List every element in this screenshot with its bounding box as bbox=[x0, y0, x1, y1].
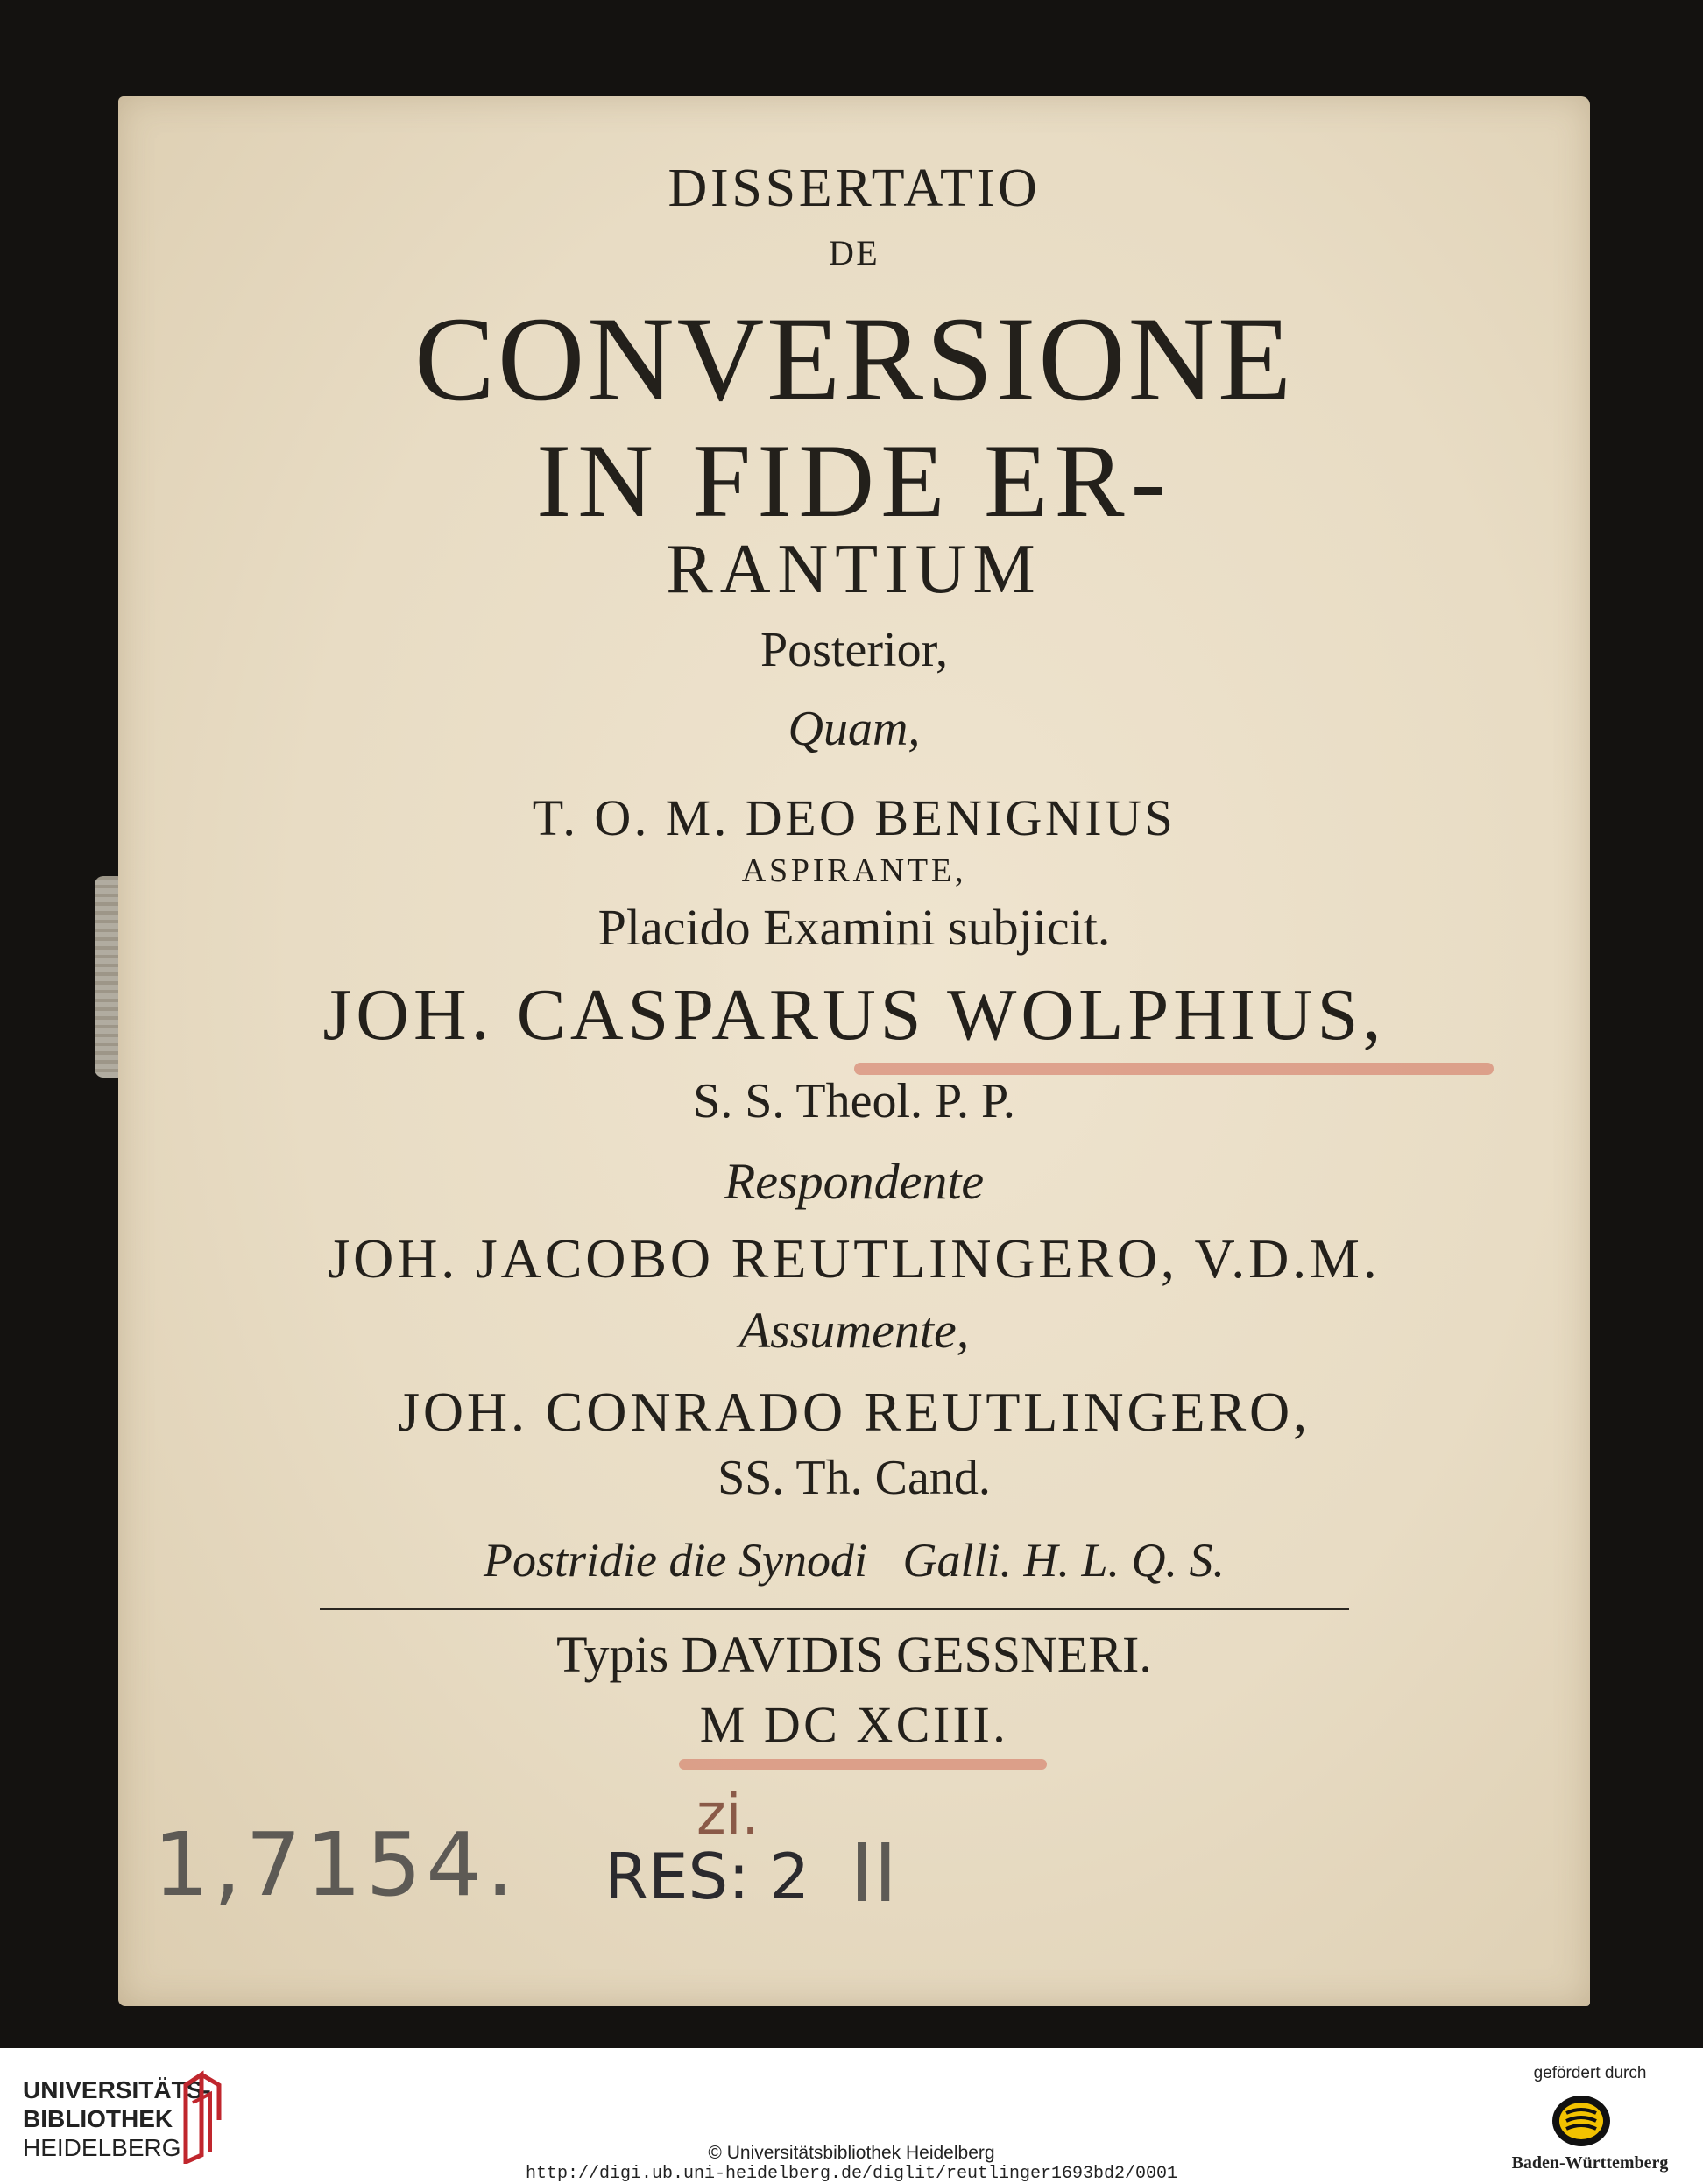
logo-line-3: HEIDELBERG bbox=[23, 2134, 181, 2161]
handwritten-res: RES: 2 bbox=[604, 1840, 810, 1913]
posterior-text: Posterior, bbox=[760, 623, 948, 677]
respondent-name: JOH. JACOBO REUTLINGERO, V.D.M. bbox=[328, 1227, 1381, 1290]
heading-de: DE bbox=[828, 233, 880, 272]
handwritten-roman: II bbox=[850, 1827, 898, 1920]
logo-line-1: UNIVERSITÄTS- bbox=[23, 2076, 211, 2103]
divider-rule bbox=[320, 1608, 1349, 1610]
year-line: M DC XCIII. bbox=[699, 1696, 1009, 1753]
respondente-text: Respondente bbox=[724, 1153, 985, 1210]
funder-label: Baden-Württemberg bbox=[1511, 2153, 1669, 2173]
assumens-name: JOH. CONRADO REUTLINGERO, bbox=[398, 1381, 1311, 1443]
placido-examini-text: Placido Examini subjicit. bbox=[597, 899, 1111, 956]
baden-wuerttemberg-seal-icon bbox=[1551, 2094, 1612, 2148]
handwritten-note: zi. bbox=[696, 1783, 760, 1848]
title-conversione: CONVERSIONE bbox=[413, 292, 1295, 426]
printer-line: Typis DAVIDIS GESSNERI. bbox=[556, 1626, 1152, 1683]
red-underline-year bbox=[679, 1759, 1047, 1770]
title-page bbox=[118, 96, 1590, 2006]
assumente-text: Assumente, bbox=[738, 1302, 970, 1359]
permalink-url[interactable]: http://digi.ub.uni-heidelberg.de/diglit/reutlinger1693bd2/0001 bbox=[525, 2164, 1178, 2184]
title-in-fide: IN FIDE ER- bbox=[536, 422, 1172, 539]
heading-dissertatio: DISSERTATIO bbox=[668, 159, 1041, 218]
copyright-notice: © Universitätsbibliothek Heidelberg bbox=[708, 2143, 995, 2163]
title-rantium: RANTIUM bbox=[666, 531, 1042, 608]
logo-line-2: BIBLIOTHEK bbox=[23, 2105, 173, 2132]
deo-benignius-text: T. O. M. DEO BENIGNIUS bbox=[532, 789, 1177, 846]
assumens-title: SS. Th. Cand. bbox=[717, 1451, 991, 1505]
praeses-name: JOH. CASPARUS WOLPHIUS, bbox=[322, 974, 1386, 1056]
quam-text: Quam, bbox=[788, 702, 921, 756]
handwritten-shelfmark: 1,7154. bbox=[153, 1813, 519, 1916]
praeses-title: S. S. Theol. P. P. bbox=[693, 1074, 1015, 1128]
aspirante-text: ASPIRANTE, bbox=[741, 852, 967, 889]
funded-by-label: gefördert durch bbox=[1533, 2064, 1647, 2082]
date-line: Postridie die Synodi Galli. H. L. Q. S. bbox=[484, 1534, 1225, 1587]
